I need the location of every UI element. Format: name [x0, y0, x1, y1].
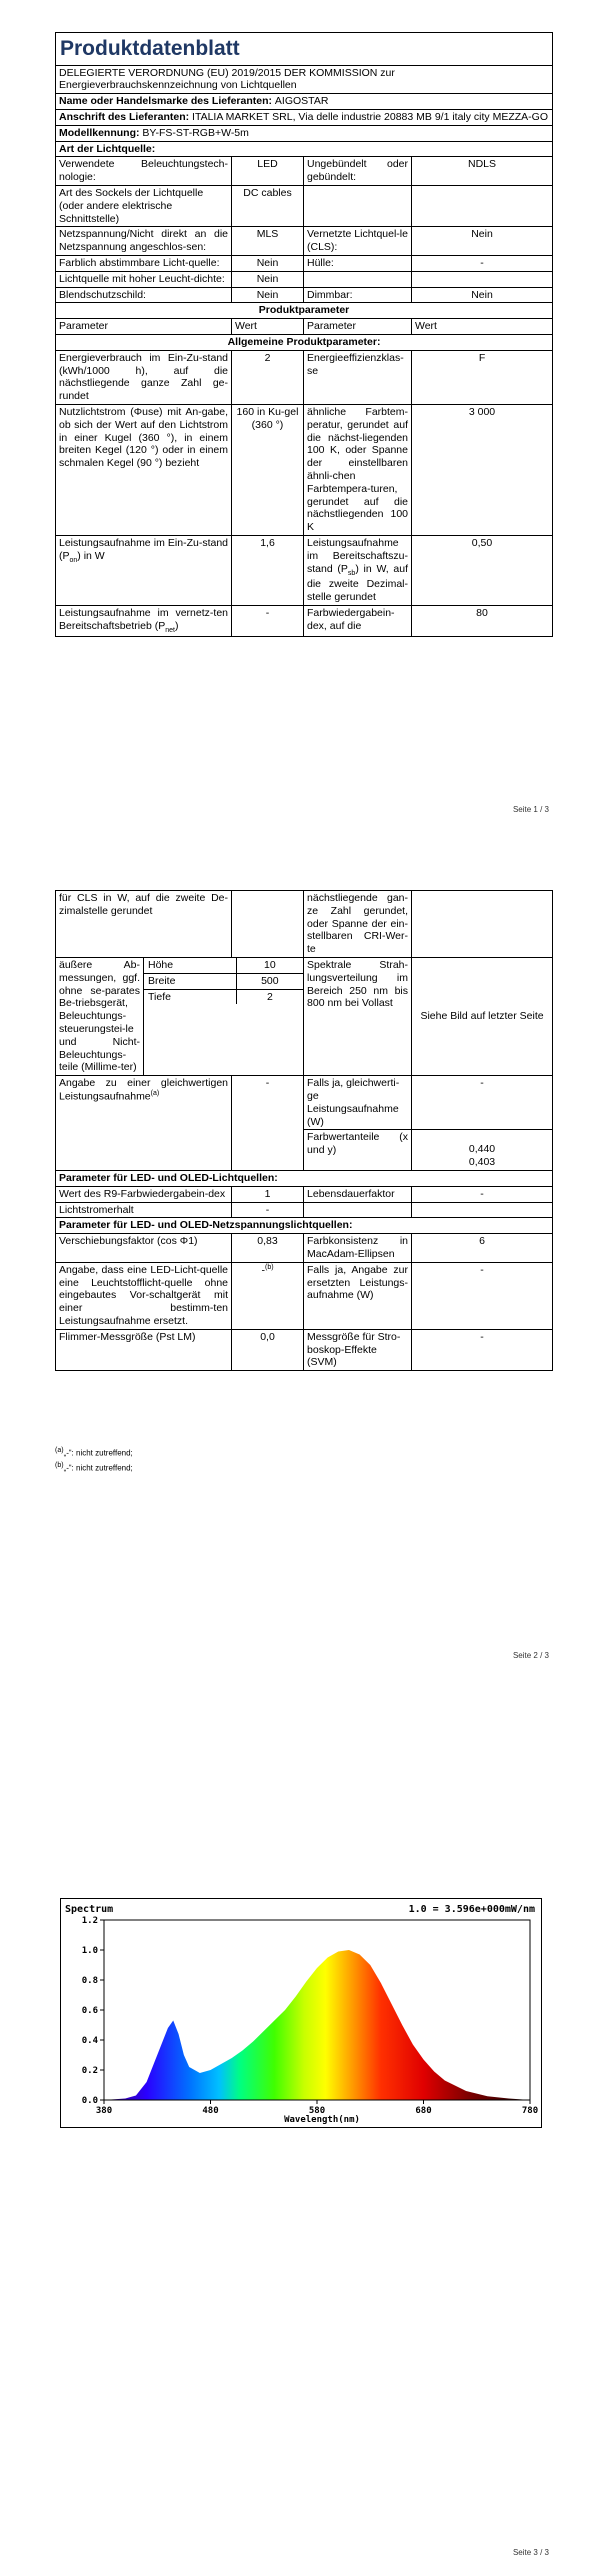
- replacement-claim-value: [232, 1262, 304, 1329]
- x-tick-label: 580: [308, 2106, 326, 2116]
- y-tick-label: 0.4: [81, 2036, 98, 2046]
- dimension-row: [144, 973, 303, 989]
- lumen-maintenance-value: -: [232, 1202, 304, 1218]
- cap-type-empty-label: [304, 185, 412, 226]
- dimension-height-value: 10: [236, 958, 303, 973]
- footnote-b-text: „-“: nicht zutreffend;: [63, 1464, 133, 1474]
- y-tick-label: 0.8: [81, 1976, 98, 1986]
- replacement-power-label: Falls ja, Angabe zur ersetzten Leistungs-aufnahme (W): [304, 1262, 412, 1329]
- dimension-row: [144, 958, 303, 973]
- net-standby-label-cont: für CLS in W, auf die zweite De-zimalstelle gerundet: [56, 891, 232, 958]
- chromaticity-y: 0,403: [468, 1156, 496, 1169]
- table-row: [56, 957, 553, 1075]
- chart-title: Spectrum: [65, 1904, 114, 1915]
- model-row: [56, 125, 553, 141]
- flicker-value: 0,0: [232, 1329, 304, 1370]
- column-header-row: [56, 319, 553, 335]
- dimension-depth-label: Tiefe: [144, 989, 236, 1004]
- col-header-parameter: Parameter: [56, 319, 232, 335]
- equivalent-power-w-label: Falls ja, gleichwerti-ge Leistungsaufnahme (W): [304, 1076, 412, 1130]
- table-row: [56, 287, 553, 303]
- net-standby-label: [56, 605, 232, 636]
- product-params-heading: Produktparameter: [56, 303, 553, 319]
- table-row: [56, 535, 553, 605]
- mains-label: Netzspannung/Nicht direkt an die Netzspannung angeschlos-sen:: [56, 227, 232, 256]
- supplier-row: [56, 94, 553, 110]
- survival-factor-label: Lebensdauerfaktor: [304, 1186, 412, 1202]
- model-value: BY-FS-ST-RGB+W-5m: [142, 126, 249, 139]
- dimensions-cell: [144, 957, 304, 1075]
- standby-label-a: Leistungsaufnahme im Bereitschaftszu-stand (P: [307, 536, 408, 575]
- power-on-label-b: ) in W: [77, 549, 105, 562]
- net-standby-sub: net: [165, 626, 175, 634]
- dimension-width-label: Breite: [144, 973, 236, 989]
- equivalent-power-sup: (a): [150, 1089, 160, 1097]
- supplier-value: AIGOSTAR: [274, 95, 329, 108]
- regulation-text: DELEGIERTE VERORDNUNG (EU) 2019/2015 DER KOMMISSION zur Energieverbrauchskennzeichnung von Lichtquellen: [56, 65, 553, 94]
- efficiency-class-value: F: [412, 350, 553, 404]
- x-tick-label: 380: [95, 2106, 113, 2116]
- page-title: Produktdatenblatt: [56, 33, 553, 66]
- efficiency-class-label: Energieeffizienzklas-se: [304, 350, 412, 404]
- datasheet-table-page-2: [55, 890, 553, 1371]
- table-row: [56, 1262, 553, 1329]
- dimensions-label: äußere Ab-messungen, ggf. ohne se-parates Be-triebsgerät, Beleuchtungs-steuerungstei-le und Nicht-Beleuchtungs-teile (Millime-ter): [56, 957, 144, 1075]
- table-row: [56, 1234, 553, 1263]
- flux-value: 160 in Ku-gel (360 °): [232, 404, 304, 535]
- power-on-label: [56, 535, 232, 605]
- net-standby-label-b: ): [174, 619, 179, 632]
- anti-glare-value: Nein: [232, 287, 304, 303]
- address-row: [56, 110, 553, 126]
- power-on-label-a: Leistungsaufnahme im Ein-Zu-stand (P: [59, 536, 228, 562]
- energy-value: 2: [232, 350, 304, 404]
- footnote-a-mark: (a): [55, 1447, 64, 1454]
- y-tick-label: 0.6: [81, 2006, 98, 2016]
- page-3-footer: Seite 3 / 3: [512, 2548, 549, 2557]
- envelope-value: -: [412, 255, 553, 271]
- address-value: ITALIA MARKET SRL, Via delle industrie 20883 MB 9/1 italy city MEZZA-GO: [192, 111, 549, 123]
- lumen-maintenance-label: Lichtstromerhalt: [56, 1202, 232, 1218]
- displacement-factor-label: Verschiebungsfaktor (cos Φ1): [56, 1234, 232, 1263]
- light-type-heading: Art der Lichtquelle:: [56, 141, 553, 157]
- led-params-heading: Parameter für LED- und OLED-Lichtquellen:: [56, 1170, 553, 1186]
- standby-sub: sb: [347, 569, 356, 577]
- lumen-maintenance-empty-label: [304, 1202, 412, 1218]
- dimensions-table: [144, 958, 303, 1004]
- footnote-b: [55, 1460, 133, 1475]
- page-2-footer: Seite 2 / 3: [512, 1651, 549, 1660]
- mains-params-heading: Parameter für LED- und OLED-Netzspannungslichtquellen:: [56, 1218, 553, 1234]
- chromaticity-label: Farbwertanteile (x und y): [304, 1130, 412, 1171]
- high-luminance-empty-value: [412, 271, 553, 287]
- replacement-claim-dash: -: [261, 1264, 265, 1277]
- dimension-row: [144, 989, 303, 1004]
- footnote-b-mark: (b): [55, 1462, 64, 1470]
- page-1-footer: Seite 1 / 3: [512, 805, 549, 814]
- technology-value: LED: [232, 157, 304, 186]
- table-row: [56, 157, 553, 186]
- svm-value: -: [412, 1329, 553, 1370]
- footnote-a-text: „-“: nicht zutreffend;: [63, 1448, 133, 1458]
- table-row: [56, 1186, 553, 1202]
- chart-annotation: 1.0 = 3.596e+000mW/nm: [408, 1904, 535, 1915]
- y-tick-label: 1.0: [81, 1946, 98, 1956]
- dimension-depth-value: 2: [236, 989, 303, 1004]
- x-axis-label: Wavelength(nm): [284, 2115, 360, 2125]
- tunable-value: Nein: [232, 255, 304, 271]
- cri-label: Farbwiedergabein-dex, auf die: [304, 605, 412, 636]
- net-standby-value: -: [232, 605, 304, 636]
- macadam-value: 6: [412, 1234, 553, 1263]
- net-standby-label-a: Leistungsaufnahme im vernetz-ten Bereitschaftsbetrieb (P: [59, 606, 228, 632]
- footnotes: [55, 1445, 133, 1476]
- equivalent-power-label: [56, 1076, 232, 1171]
- cri-label-cont: nächstliegende gan-ze Zahl gerundet, oder Spanne der ein-stellbaren CRI-Wer-te: [304, 891, 412, 958]
- general-params-heading: Allgemeine Produktparameter:: [56, 334, 553, 350]
- table-row: [56, 227, 553, 256]
- equivalent-power-value: -: [232, 1076, 304, 1171]
- survival-factor-value: -: [412, 1186, 553, 1202]
- table-row: [56, 255, 553, 271]
- table-row: [56, 1202, 553, 1218]
- x-tick-label: 480: [202, 2106, 219, 2116]
- envelope-label: Hülle:: [304, 255, 412, 271]
- table-row: [56, 891, 553, 958]
- svm-label: Messgröße für Stro-boskop-Effekte (SVM): [304, 1329, 412, 1370]
- model-label: Modellkennung:: [59, 126, 140, 139]
- net-standby-value-cont: [232, 891, 304, 958]
- standby-value: 0,50: [412, 535, 553, 605]
- high-luminance-value: Nein: [232, 271, 304, 287]
- dimmable-label: Dimmbar:: [304, 287, 412, 303]
- spectrum-svg: [60, 1898, 542, 2128]
- datasheet-table-page-1: [55, 32, 553, 637]
- y-tick-label: 0.2: [81, 2066, 98, 2076]
- anti-glare-label: Blendschutzschild:: [56, 287, 232, 303]
- address-label: Anschrift des Lieferanten:: [59, 111, 190, 123]
- cls-label: Vernetzte Lichtquel-le (CLS):: [304, 227, 412, 256]
- tunable-label: Farblich abstimmbare Licht-quelle:: [56, 255, 232, 271]
- spd-label: Spektrale Strah-lungsverteilung im Bereich 250 nm bis 800 nm bei Vollast: [304, 957, 412, 1075]
- cri-value-cont: [412, 891, 553, 958]
- table-row: [56, 271, 553, 287]
- table-row: [56, 404, 553, 535]
- table-row: [56, 350, 553, 404]
- col-header-parameter-2: Parameter: [304, 319, 412, 335]
- power-on-sub: on: [69, 556, 78, 564]
- directional-label: Ungebündelt oder gebündelt:: [304, 157, 412, 186]
- spd-value: Siehe Bild auf letzter Seite: [412, 957, 553, 1075]
- cct-value: 3 000: [412, 404, 553, 535]
- equivalent-power-w-value: -: [412, 1076, 553, 1130]
- high-luminance-label: Lichtquelle mit hoher Leucht-dichte:: [56, 271, 232, 287]
- page-1: [0, 0, 603, 815]
- flux-label: Nutzlichtstrom (Φuse) mit An-gabe, ob sich der Wert auf den Lichtstrom in einer Kugel (360 °), in einem breiten Kegel (120 °) oder in einem schmalen Kegel (90 °) bezieht: [56, 404, 232, 535]
- replacement-claim-label: Angabe, dass eine LED-Licht-quelle eine Leuchtstofflicht-quelle ohne eingebautes Vor-schaltgerät mit einer bestimm-ten Leistungsaufnahme ersetzt.: [56, 1262, 232, 1329]
- table-row: [56, 1329, 553, 1370]
- cri-value: 80: [412, 605, 553, 636]
- table-row: [56, 185, 553, 226]
- r9-value: 1: [232, 1186, 304, 1202]
- flicker-label: Flimmer-Messgröße (Pst LM): [56, 1329, 232, 1370]
- chromaticity-x: 0,440: [468, 1143, 496, 1156]
- r9-label: Wert des R9-Farbwiedergabein-dex: [56, 1186, 232, 1202]
- dimmable-value: Nein: [412, 287, 553, 303]
- directional-value: NDLS: [412, 157, 553, 186]
- spectrum-chart: [60, 1898, 542, 2128]
- cap-type-value: DC cables: [232, 185, 304, 226]
- standby-label-b: ) in W, auf die zweite Dezimal-stelle gerundet: [307, 562, 409, 603]
- high-luminance-empty-label: [304, 271, 412, 287]
- replacement-claim-sup: (b): [264, 1263, 274, 1271]
- macadam-label: Farbkonsistenz in MacAdam-Ellipsen: [304, 1234, 412, 1263]
- standby-label: [304, 535, 412, 605]
- col-header-value-2: Wert: [412, 319, 553, 335]
- energy-label: Energieverbrauch im Ein-Zu-stand (kWh/1000 h), auf die nächstliegende ganze Zahl ge-rundet: [56, 350, 232, 404]
- lumen-maintenance-empty-value: [412, 1202, 553, 1218]
- col-header-value: Wert: [232, 319, 304, 335]
- x-tick-label: 780: [521, 2106, 539, 2116]
- chromaticity-values: [412, 1130, 553, 1171]
- y-tick-label: 1.2: [81, 1916, 98, 1926]
- cap-type-label: Art des Sockels der Lichtquelle (oder andere elektrische Schnittstelle): [56, 185, 232, 226]
- dimension-width-value: 500: [236, 973, 303, 989]
- y-tick-label: 0.0: [81, 2096, 98, 2106]
- technology-label: Verwendete Beleuchtungstech-nologie:: [56, 157, 232, 186]
- x-tick-label: 680: [415, 2106, 432, 2116]
- equivalent-power-text: Angabe zu einer gleichwertigen Leistungsaufnahme: [59, 1077, 229, 1103]
- power-on-value: 1,6: [232, 535, 304, 605]
- mains-value: MLS: [232, 227, 304, 256]
- supplier-label: Name oder Handelsmarke des Lieferanten:: [59, 95, 272, 108]
- table-row: [56, 1076, 553, 1130]
- cap-type-empty-value: [412, 185, 553, 226]
- cct-label: ähnliche Farbtem-peratur, gerundet auf die nächst-liegenden 100 K, oder Spanne der einstellbaren ähnli-chen Farbtempera-turen, gerundet auf die nächstliegenden 100 K: [304, 404, 412, 535]
- cls-value: Nein: [412, 227, 553, 256]
- footnote-a: [55, 1445, 133, 1460]
- table-row: [56, 605, 553, 636]
- page-2: [0, 815, 603, 1658]
- replacement-power-value: -: [412, 1262, 553, 1329]
- dimension-height-label: Höhe: [144, 958, 236, 973]
- displacement-factor-value: 0,83: [232, 1234, 304, 1263]
